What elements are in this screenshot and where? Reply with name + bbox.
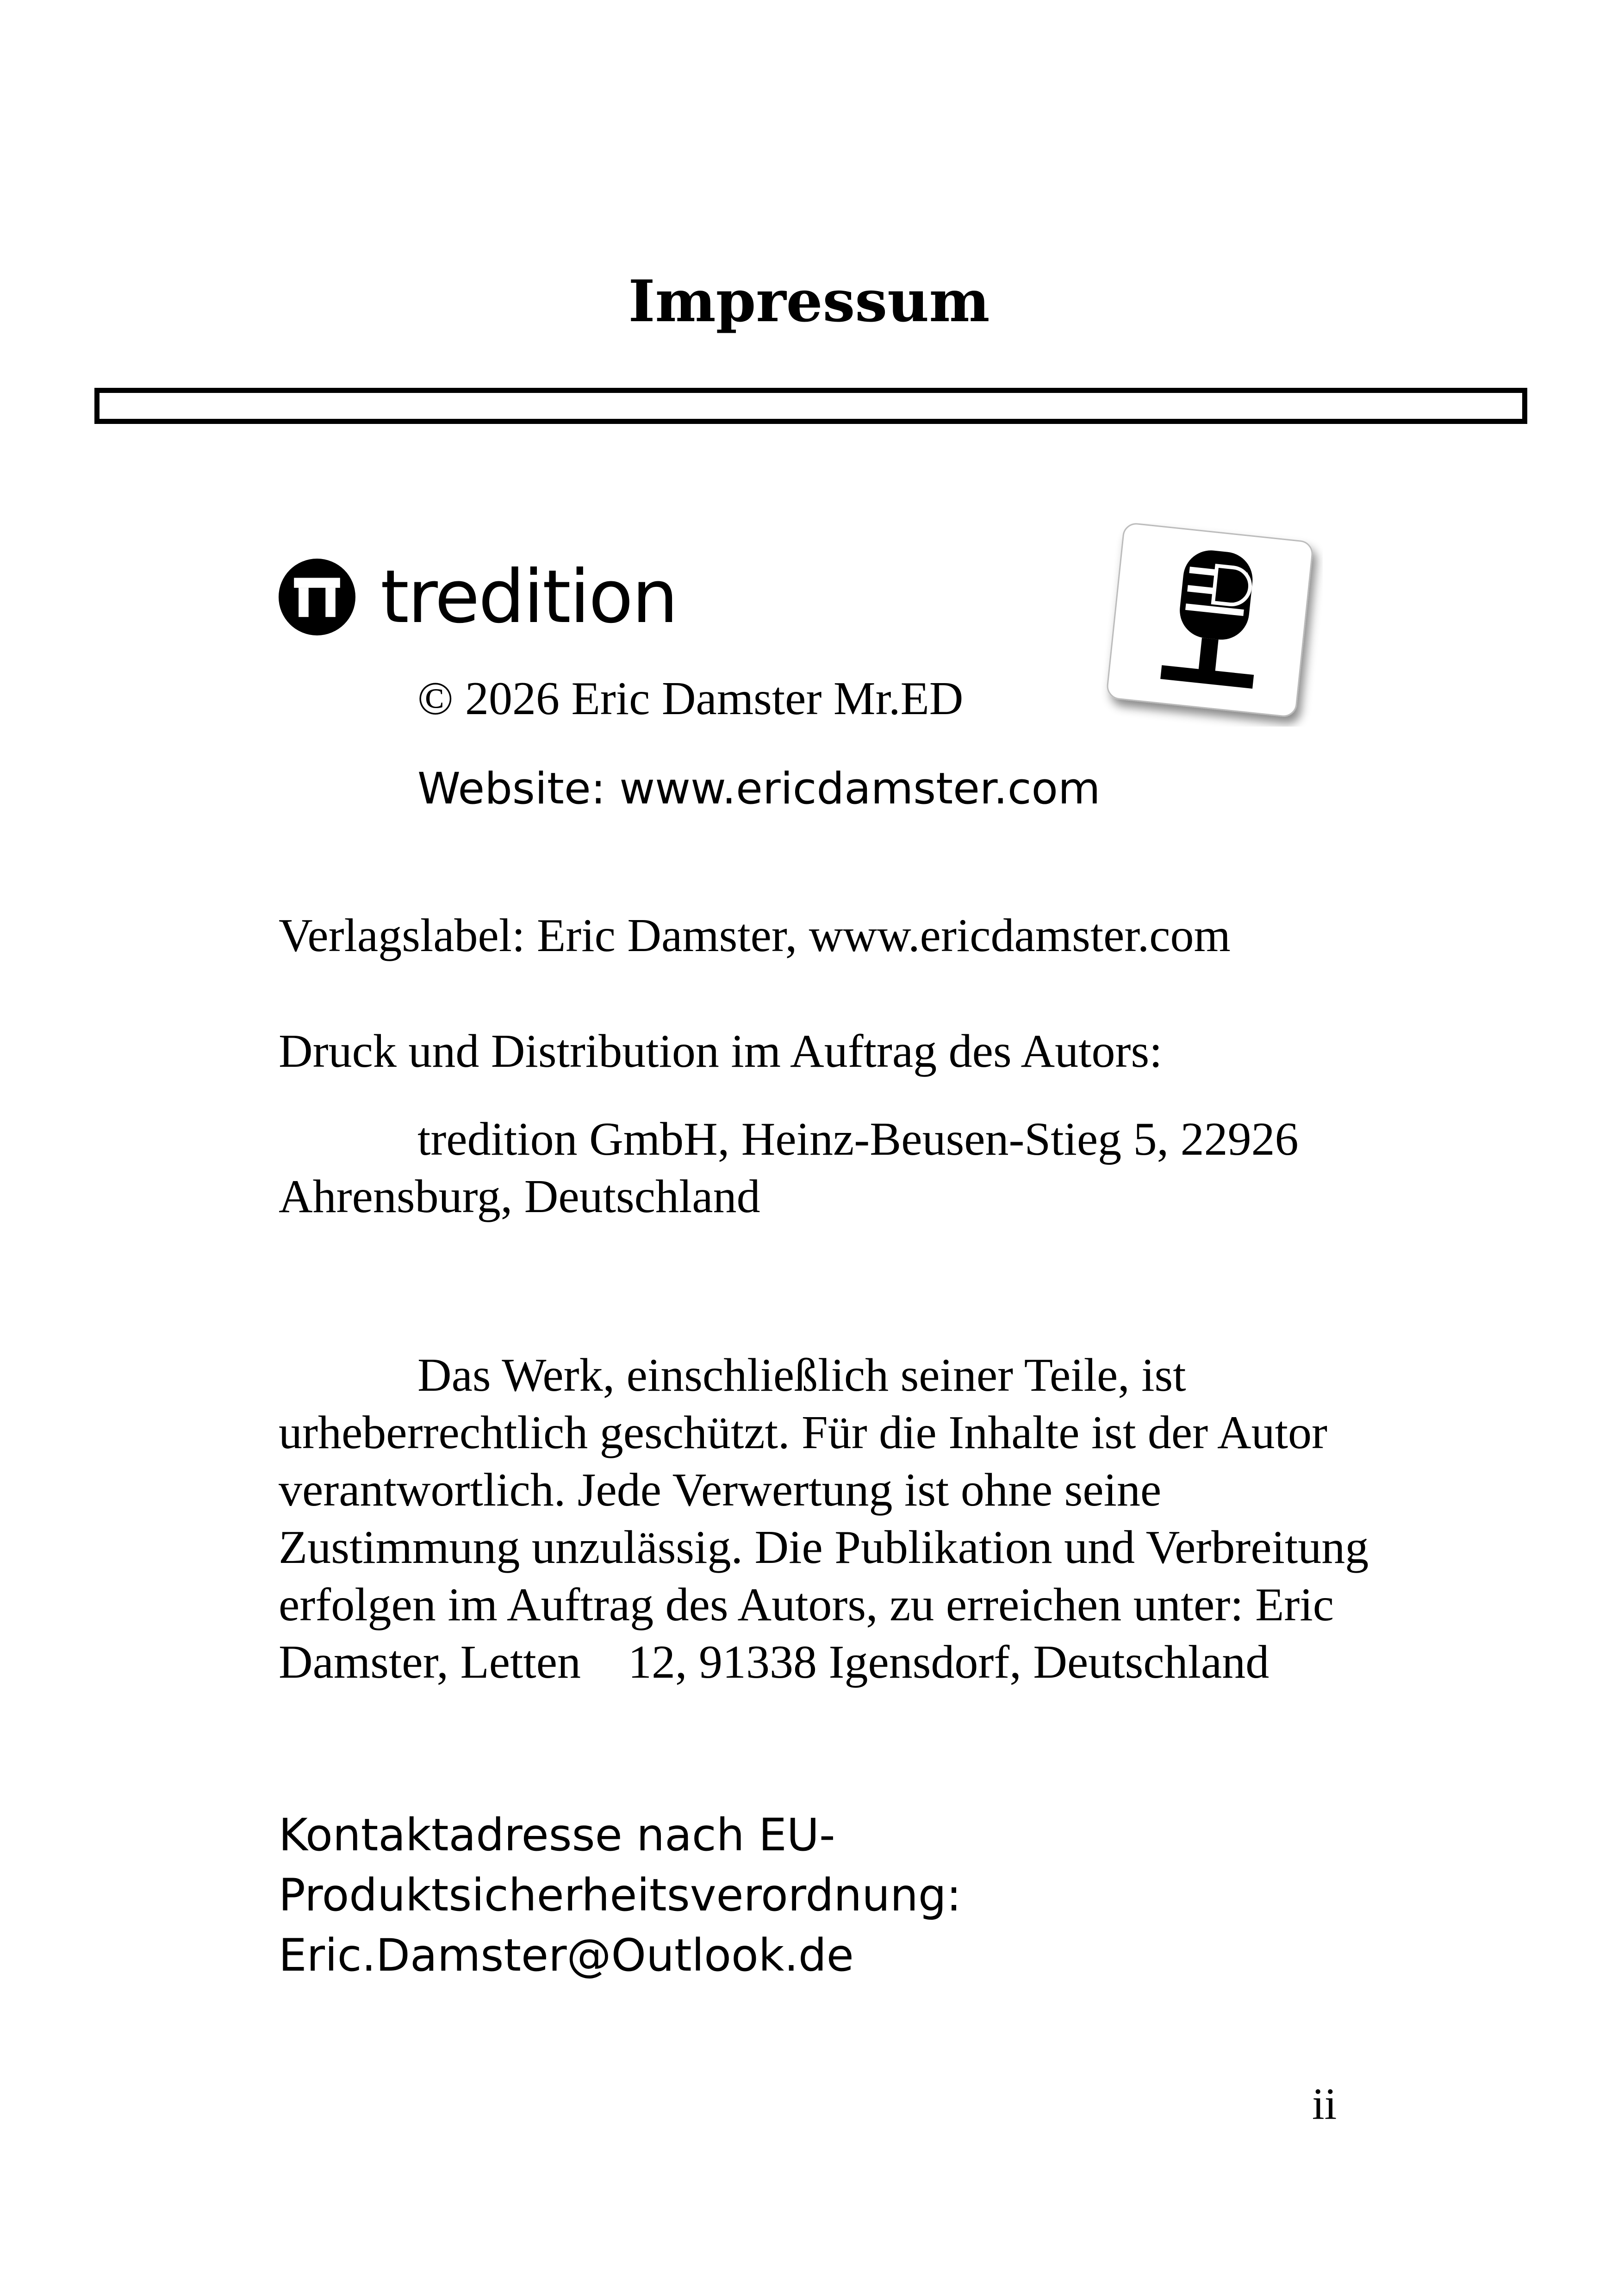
- microphone-ed-logo-icon: [1101, 523, 1323, 727]
- publisher-logo: [279, 553, 677, 641]
- publisher-wordmark: tredition: [380, 554, 677, 640]
- contact-line-2: Produktsicherheitsverordnung:: [279, 1869, 962, 1921]
- page-number: ii: [1312, 2079, 1337, 2128]
- verlagslabel-line: Verlagslabel: Eric Damster, www.ericdamster.com: [279, 909, 1231, 962]
- page-title: Impressum: [628, 268, 990, 335]
- contact-line-1: Kontaktadresse nach EU-: [279, 1809, 835, 1861]
- tredition-address: tredition GmbH, Heinz-Beusen-Stieg 5, 22926 Ahrensburg, Deutschland: [279, 1113, 1299, 1223]
- druck-heading: Druck und Distribution im Auftrag des Autors:: [279, 1025, 1163, 1077]
- tredition-logo-icon: [279, 559, 355, 635]
- copyright-line: © 2026 Eric Damster Mr.ED: [417, 672, 964, 725]
- contact-block: [279, 1805, 1389, 1985]
- copyright-notice-paragraph: Das Werk, einschließlich seiner Teile, ist urheberrechtlich geschützt. Für die Inhalte ist der Autor verantwortlich. Jede Verwertung ist ohne seine Zustimmung unzulässig. Die Publikation und Verbreitung erfolgen im Auftrag des Autors, zu erreichen unter: Eric Damster, Letten 12, 91338 Igensdorf, Deutschland: [279, 1349, 1369, 1688]
- contact-email: Eric.Damster@Outlook.de: [279, 1929, 854, 1981]
- title-rule-box: [94, 388, 1527, 424]
- website-line: Website: www.ericdamster.com: [417, 764, 1101, 814]
